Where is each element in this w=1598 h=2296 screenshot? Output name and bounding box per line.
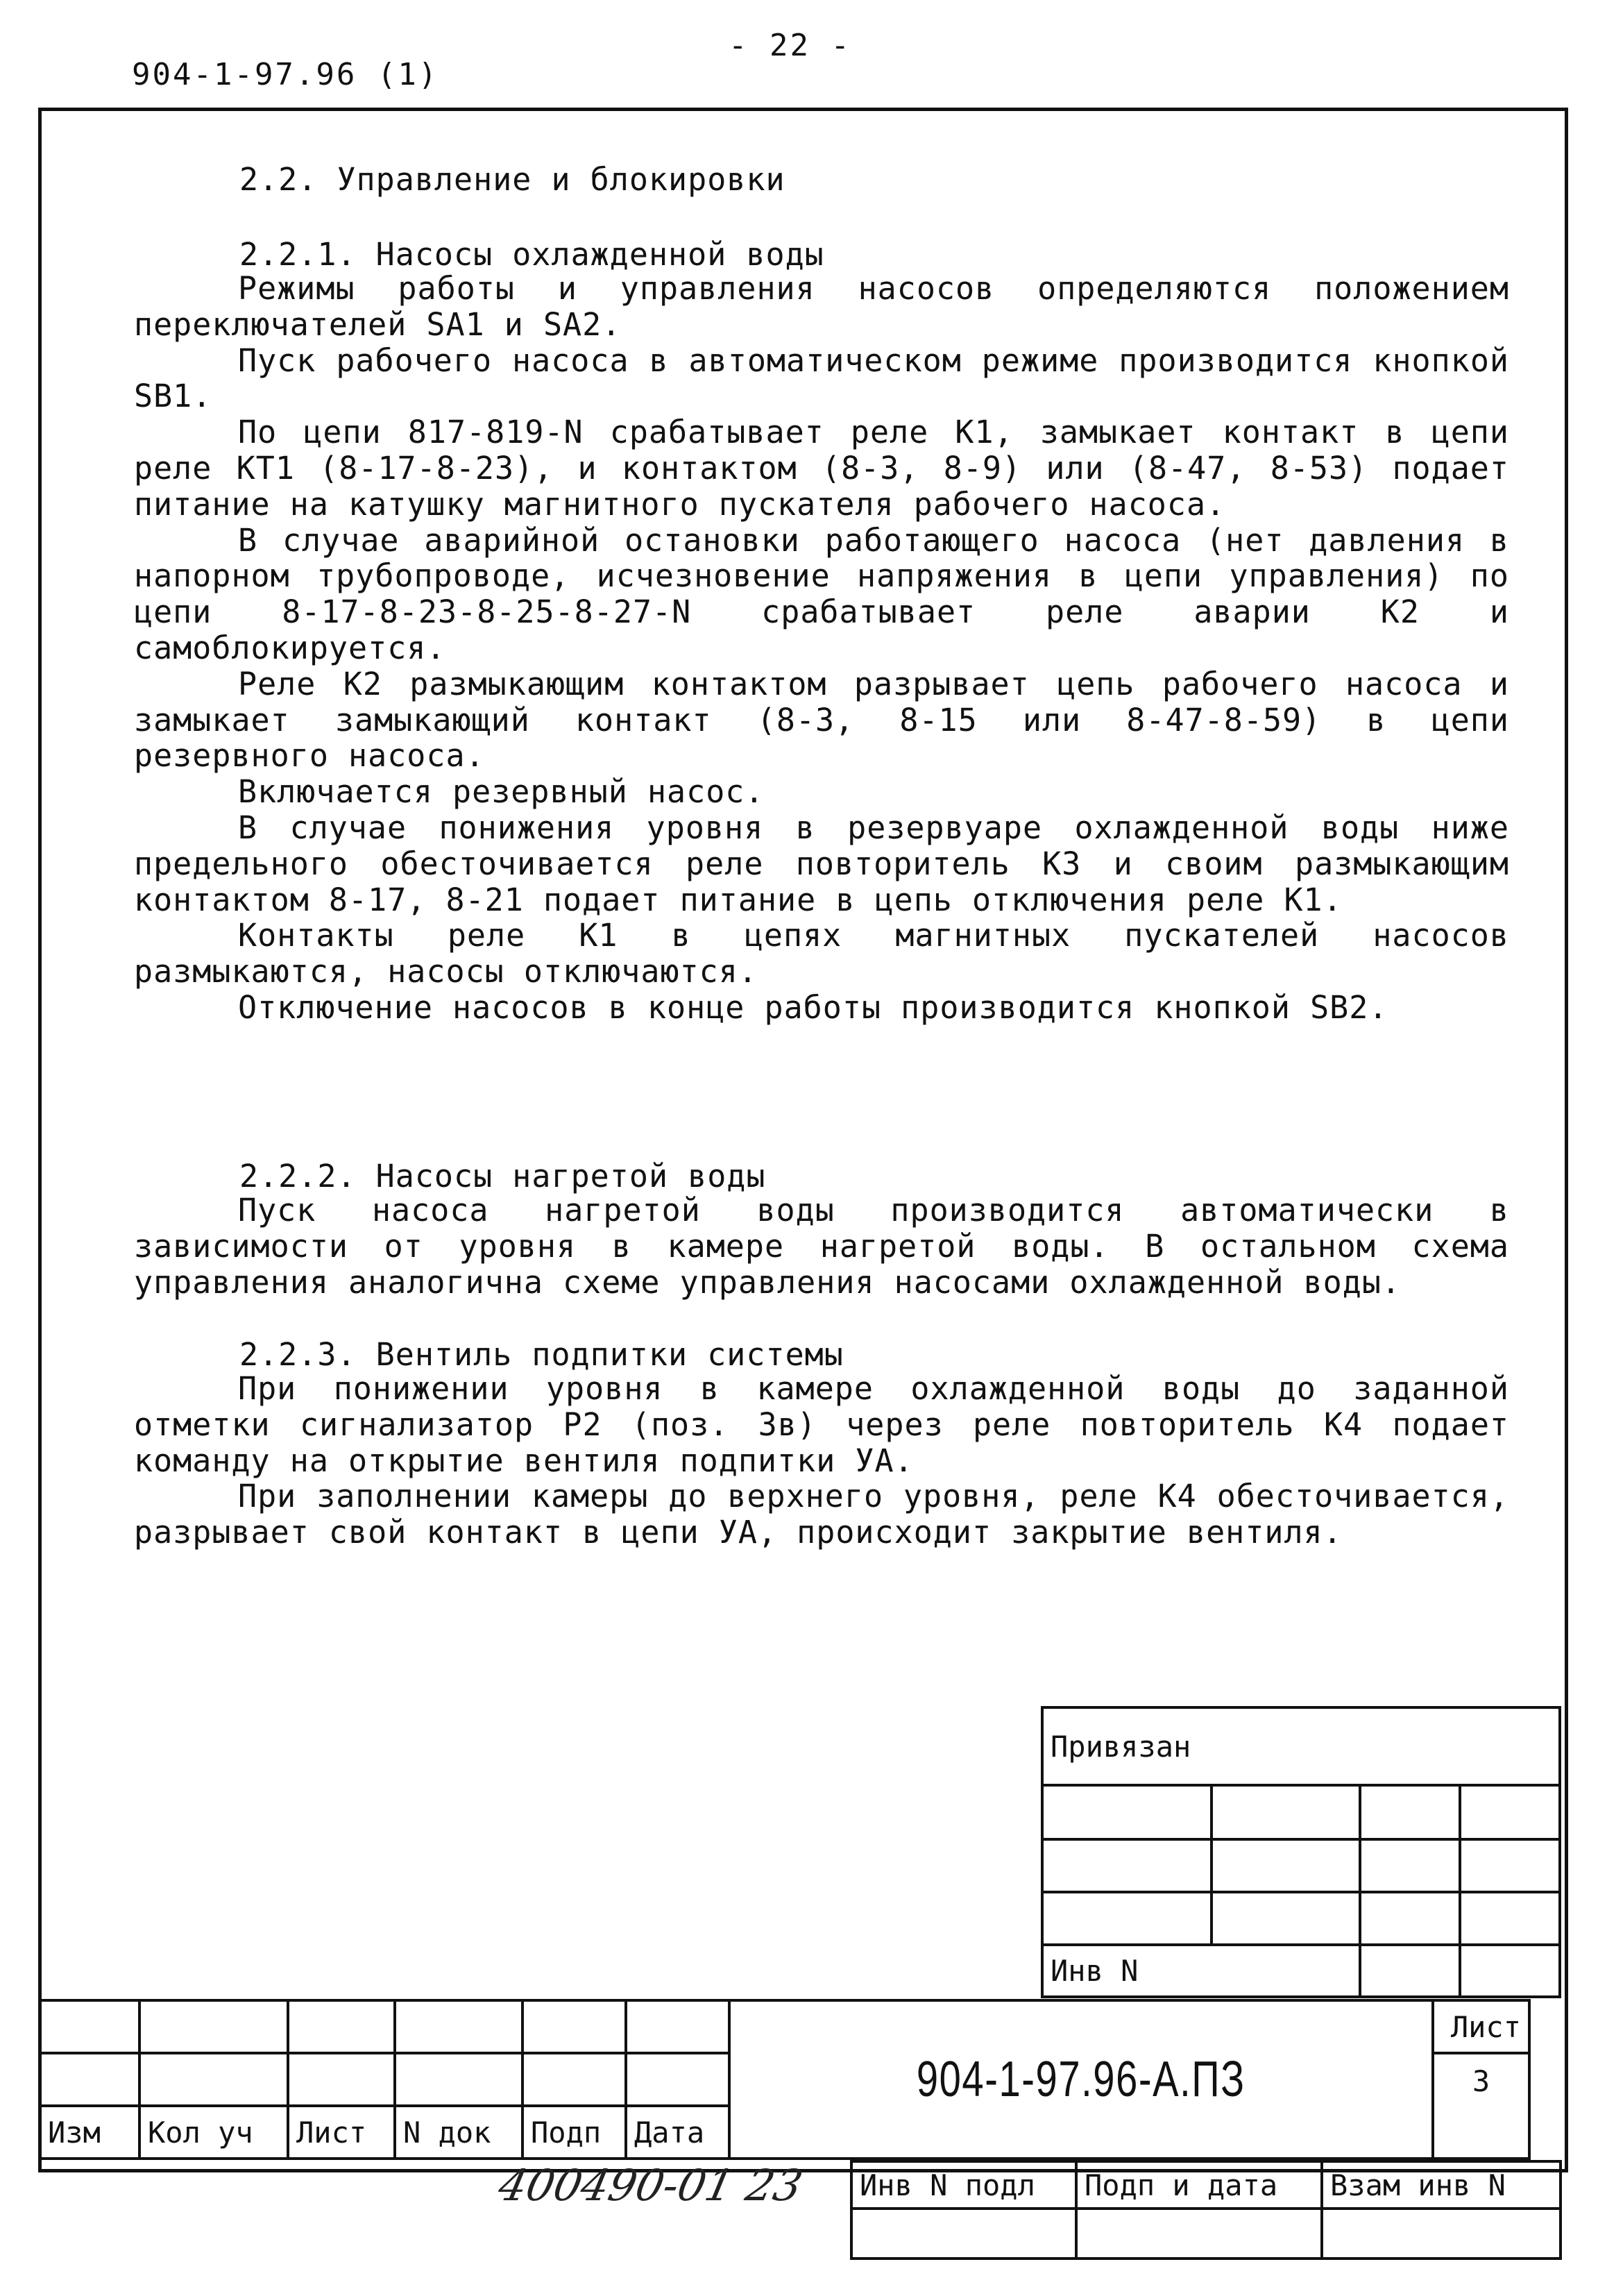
stamp-cell xyxy=(1360,1892,1460,1945)
paragraph: Пуск рабочего насоса в автоматическом режиме производится кнопкой SB1. xyxy=(134,341,1509,415)
stamp-cell xyxy=(1460,1839,1560,1892)
paragraph: Контакты реле К1 в цепях магнитных пускателей насосов размыкаются, насосы отключаются. xyxy=(134,917,1509,990)
document-code: 904-1-97.96 (1) xyxy=(132,57,439,92)
section-title: 2.2. Управление и блокировки xyxy=(239,161,785,198)
binding-label: Привязан xyxy=(1042,1707,1560,1785)
replaced-inv-label: Взам инв N xyxy=(1322,2161,1561,2209)
stamp-cell xyxy=(1460,1945,1560,1997)
subsection-body-pumps-hot xyxy=(134,1192,1509,1300)
paragraph: В случае аварийной остановки работающего насоса (нет давления в напорном трубопроводе, исчезновение напряжения в цепи управления) по цепи 8-17-8-23-8-25-8-27-N срабатывает реле аварии К2 и самоблокируется. xyxy=(134,521,1509,666)
designation-cell xyxy=(729,2000,1433,2159)
paragraph: При понижении уровня в камере охлажденной воды до заданной отметки сигнализатор Р2 (поз. 3в) через реле повторитель К4 подает команду на открытие вентиля подпитки УА. xyxy=(134,1370,1509,1479)
title-block-table xyxy=(38,1999,1531,2160)
stamp-cell xyxy=(851,2209,1076,2259)
col-label-sheet: Лист xyxy=(288,2106,395,2159)
stamp-cell xyxy=(1076,2209,1322,2259)
stamp-cell xyxy=(1212,1785,1360,1839)
inv-label: Инв N xyxy=(1042,1945,1360,1997)
stamp-cell xyxy=(522,2000,626,2053)
paragraph: Отключение насосов в конце работы производится кнопкой SB2. xyxy=(238,988,1388,1026)
stamp-cell xyxy=(626,2053,729,2106)
subsection-title-pumps-cold: 2.2.1. Насосы охлажденной воды xyxy=(239,236,824,273)
sheet-label: Лист xyxy=(1433,2000,1529,2053)
stamp-cell xyxy=(1042,1892,1212,1945)
subsection-body-pumps-cold xyxy=(134,271,1509,1026)
stamp-cell xyxy=(139,2000,288,2053)
page-number: - 22 - xyxy=(729,28,851,63)
sheet-number: 3 xyxy=(1433,2053,1529,2159)
inventory-table xyxy=(850,2160,1562,2260)
stamp-cell xyxy=(1212,1839,1360,1892)
paragraph: Пуск насоса нагретой воды производится автоматически в зависимости от уровня в камере нагретой воды. В остальном схема управления аналогична схеме управления насосами охлажденной воды. xyxy=(134,1192,1509,1301)
subsection-body-makeup-valve xyxy=(134,1371,1509,1551)
subsection-title-makeup-valve: 2.2.3. Вентиль подпитки системы xyxy=(239,1336,844,1373)
signature-date-label: Подп и дата xyxy=(1076,2161,1322,2209)
stamp-cell xyxy=(1322,2209,1561,2259)
stamp-cell xyxy=(395,2000,522,2053)
document-designation: 904-1-97.96-А.ПЗ xyxy=(917,2052,1246,2107)
stamp-cell xyxy=(1042,1785,1212,1839)
col-label-change: Изм xyxy=(40,2106,139,2159)
paragraph: При заполнении камеры до верхнего уровня, реле К4 обесточивается, разрывает свой контакт в цепи УА, происходит закрытие вентиля. xyxy=(134,1478,1509,1551)
stamp-cell xyxy=(1460,1892,1560,1945)
col-label-date: Дата xyxy=(626,2106,729,2159)
col-label-signature: Подп xyxy=(522,2106,626,2159)
subsection-title-pumps-hot: 2.2.2. Насосы нагретой воды xyxy=(239,1158,766,1195)
stamp-cell xyxy=(395,2053,522,2106)
stamp-cell xyxy=(40,2053,139,2106)
handwritten-archive-number: 400490-01 23 xyxy=(494,2160,807,2211)
stamp-cell xyxy=(1360,1785,1460,1839)
inv-original-label: Инв N подл xyxy=(851,2161,1076,2209)
paragraph: Режимы работы и управления насосов определяются положением переключателей SA1 и SA2. xyxy=(134,270,1509,343)
paragraph: В случае понижения уровня в резервуаре охлажденной воды ниже предельного обесточивается реле повторитель К3 и своим размыкающим контактом 8-17, 8-21 подает питание в цепь отключения реле К1. xyxy=(134,809,1509,918)
binding-stamp-table xyxy=(1041,1706,1561,1998)
stamp-cell xyxy=(1360,1839,1460,1892)
stamp-cell xyxy=(626,2000,729,2053)
stamp-cell xyxy=(1042,1839,1212,1892)
stamp-cell xyxy=(1212,1892,1360,1945)
stamp-cell xyxy=(522,2053,626,2106)
col-label-quantity: Кол уч xyxy=(139,2106,288,2159)
paragraph: По цепи 817-819-N срабатывает реле К1, замыкает контакт в цепи реле КТ1 (8-17-8-23), и контактом (8-3, 8-9) или (8-47, 8-53) подает питание на катушку магнитного пускателя рабочего насоса. xyxy=(134,414,1509,523)
paragraph: Включается резервный насос. xyxy=(238,773,765,811)
stamp-cell xyxy=(288,2053,395,2106)
stamp-cell xyxy=(40,2000,139,2053)
stamp-cell xyxy=(1360,1945,1460,1997)
stamp-cell xyxy=(1460,1785,1560,1839)
stamp-cell xyxy=(139,2053,288,2106)
col-label-doc-number: N док xyxy=(395,2106,522,2159)
paragraph: Реле К2 размыкающим контактом разрывает цепь рабочего насоса и замыкает замыкающий контакт (8-3, 8-15 или 8-47-8-59) в цепи резервного насоса. xyxy=(134,665,1509,775)
stamp-cell xyxy=(288,2000,395,2053)
